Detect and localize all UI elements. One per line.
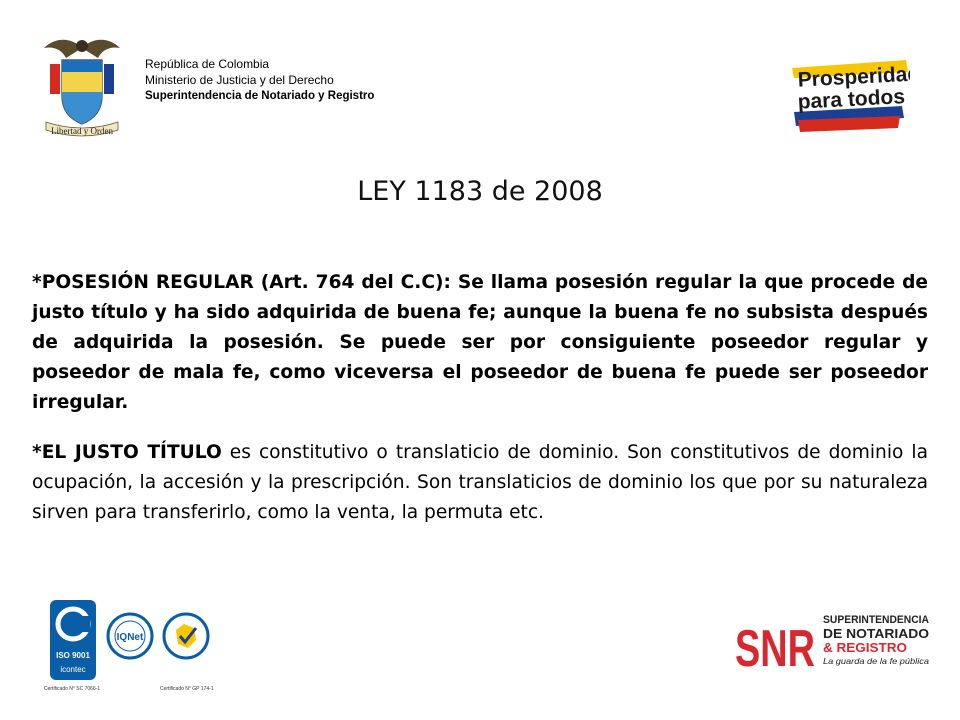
- crest-motto: Libertad y Orden: [51, 126, 113, 136]
- certification-logos: [40, 598, 230, 694]
- iqnet-logo: [108, 614, 152, 658]
- colombia-crest-logo: [40, 34, 124, 142]
- paragraph-justo-titulo: [32, 438, 928, 528]
- iqnet-label: IQNet: [116, 632, 144, 643]
- country-name: República de Colombia: [145, 57, 270, 71]
- snr-logo: [735, 610, 935, 674]
- paragraph-lead: *EL JUSTO TÍTULO: [32, 442, 222, 463]
- slogan-line-2: para todos: [797, 85, 906, 114]
- icontec-iso-logo: [44, 600, 100, 692]
- snr-line-1: SUPERINTENDENCIA: [823, 614, 930, 626]
- cert-number-2: Certificado N° GP 174-1: [160, 686, 214, 692]
- cert-number-1: Certificado N° SC 7066-1: [44, 686, 101, 692]
- slogan-line-1: Prosperidad: [797, 62, 910, 92]
- agency-name: Superintendencia de Notariado y Registro: [145, 90, 375, 102]
- paragraph-posesion-regular: *POSESIÓN REGULAR (Art. 764 del C.C): Se llama posesión regular la que procede de justo título y ha sido adquirida de buena fe; aunque la buena fe no subsista después de adquirida la posesión. Se puede ser por consiguiente poseedor regular y poseedor de mala fe, como viceversa el poseedor de buena fe puede ser poseedor irregular.: [32, 272, 928, 413]
- prosperidad-slogan-logo: [790, 60, 910, 132]
- snr-line-3: & REGISTRO: [823, 640, 907, 655]
- slide-title: LEY 1183 de 2008: [357, 176, 603, 207]
- snr-acronym: SNR: [735, 620, 815, 674]
- ministry-name: Ministerio de Justicia y del Derecho: [145, 73, 334, 87]
- snr-tagline: La guarda de la fe pública: [823, 656, 930, 666]
- paragraph-body: es constitutivo o translaticio de dominio. Son constitutivos de dominio la ocupación, la accesión y la prescripción. Son translaticios de dominio los que por su naturaleza sirven para transferirlo, como la venta, la permuta etc.: [32, 442, 928, 523]
- iso-label: ISO 9001: [56, 651, 90, 660]
- government-heading: [145, 56, 374, 104]
- gestion-publica-logo: [160, 614, 214, 692]
- icontec-label: icontec: [60, 665, 86, 674]
- snr-line-2: DE NOTARIADO: [823, 626, 929, 641]
